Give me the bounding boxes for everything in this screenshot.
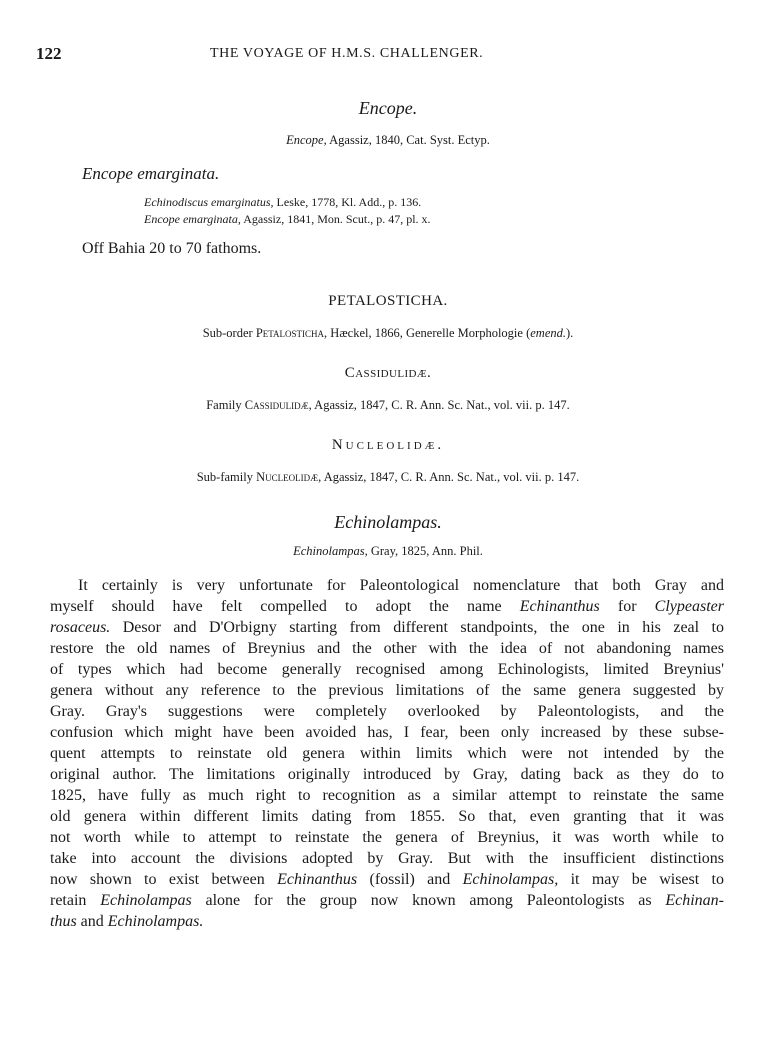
synonym-name: Encope emarginata, bbox=[144, 212, 241, 226]
cite-emend: emend. bbox=[530, 326, 566, 340]
citation-rest: Agassiz, 1840, Cat. Syst. Ectyp. bbox=[326, 133, 490, 147]
text-run: alone for the group now known among Paleontologists as bbox=[191, 892, 666, 909]
text-run: it may be wisest to bbox=[558, 871, 725, 888]
family-citation bbox=[0, 398, 776, 413]
paragraph-line: 1825, have fully as much right to recognition as a similar attempt to reinstate the same bbox=[50, 787, 724, 804]
paragraph-line: genera without any reference to the previous limitations of the same genera suggested by bbox=[50, 682, 724, 699]
cite-end: ). bbox=[566, 326, 574, 340]
paragraph-line: quent attempts to reinstate old genera within limits which were not intended by the bbox=[50, 745, 724, 762]
text-run: (fossil) and bbox=[357, 871, 463, 888]
text-run-italic: rosaceus. bbox=[50, 619, 111, 636]
genus-title-echinolampas: Echinolampas. bbox=[334, 512, 442, 532]
text-run: retain bbox=[50, 892, 101, 909]
text-run-italic: Clypeaster bbox=[654, 598, 724, 615]
cite-name: Petalosticha, bbox=[255, 326, 328, 340]
paragraph-line: of types which had become generally recognised among Echinologists, limited Breynius' bbox=[50, 661, 724, 678]
text-run-italic: Echinolampas bbox=[100, 892, 192, 909]
citation-name: Encope, bbox=[286, 133, 327, 147]
paragraph-line: not worth while to attempt to reinstate the genera of Breynius, it was worth while to bbox=[50, 829, 724, 846]
text-run-italic: Echinanthus bbox=[277, 871, 358, 888]
genus-title-encope: Encope. bbox=[358, 98, 418, 118]
text-run: for bbox=[599, 598, 655, 615]
synonym-name: Echinodiscus emarginatus, bbox=[144, 195, 274, 209]
page-number: 122 bbox=[36, 44, 62, 63]
paragraph-line bbox=[50, 870, 724, 890]
cite-prefix: Family bbox=[206, 398, 245, 412]
genus-citation-echinolampas bbox=[0, 544, 776, 559]
citation-name: Echinolampas, bbox=[293, 544, 368, 558]
paragraph-line: old genera within different limits dating from 1855. So that, even granting that it was bbox=[50, 808, 724, 825]
text-run: and bbox=[76, 913, 108, 930]
cite-prefix: Sub-family bbox=[196, 470, 257, 484]
text-run: myself should have felt compelled to adopt the name bbox=[50, 598, 520, 615]
subfamily-title: Nucleolidæ. bbox=[331, 437, 445, 453]
cite-prefix: Sub-order bbox=[202, 326, 256, 340]
family-title: Cassidulidæ. bbox=[344, 365, 432, 381]
text-run-italic: Echinanthus bbox=[519, 598, 600, 615]
cite-mid: Hæckel, 1866, Generelle Morphologie ( bbox=[327, 326, 531, 340]
paragraph-line bbox=[50, 597, 724, 617]
subfamily-citation bbox=[0, 470, 776, 485]
cite-rest: Agassiz, 1847, C. R. Ann. Sc. Nat., vol. vii. p. 147. bbox=[321, 470, 580, 484]
paragraph-line bbox=[50, 912, 724, 932]
cite-name: Nucleolidæ, bbox=[256, 470, 322, 484]
synonym-line bbox=[144, 195, 421, 210]
genus-citation-encope bbox=[0, 133, 776, 148]
paragraph-line: restore the old names of Breynius and the other with the idea of not abandoning names bbox=[50, 640, 724, 657]
text-run-italic: Echinan- bbox=[665, 892, 724, 909]
species-title: Encope emarginata. bbox=[82, 164, 220, 183]
synonym-rest: Leske, 1778, Kl. Add., p. 136. bbox=[273, 195, 422, 209]
paragraph-line: confusion which might have been avoided has, I fear, been only increased by these subse- bbox=[50, 724, 724, 741]
text-run: now shown to exist between bbox=[50, 871, 278, 888]
locality: Off Bahia 20 to 70 fathoms. bbox=[82, 240, 262, 257]
paragraph-line bbox=[50, 891, 724, 911]
cite-rest: Agassiz, 1847, C. R. Ann. Sc. Nat., vol. vii. p. 147. bbox=[311, 398, 570, 412]
running-head: THE VOYAGE OF H.M.S. CHALLENGER. bbox=[210, 46, 484, 61]
cite-name: Cassidulidæ, bbox=[244, 398, 312, 412]
citation-rest: Gray, 1825, Ann. Phil. bbox=[367, 544, 483, 558]
synonym-line bbox=[144, 212, 431, 227]
paragraph-line: It certainly is very unfortunate for Paleontological nomenclature that both Gray and bbox=[78, 577, 724, 594]
suborder-citation bbox=[0, 326, 776, 341]
paragraph-line: take into account the divisions adopted by Gray. But with the insufficient distinctions bbox=[50, 850, 724, 867]
text-run-italic: thus bbox=[50, 913, 77, 930]
suborder-title: PETALOSTICHA. bbox=[328, 293, 448, 309]
paragraph-line: Gray. Gray's suggestions were completely overlooked by Paleontologists, and the bbox=[50, 703, 724, 720]
synonym-rest: Agassiz, 1841, Mon. Scut., p. 47, pl. x. bbox=[240, 212, 431, 226]
text-run-italic: Echinolampas, bbox=[462, 871, 559, 888]
paragraph-line: original author. The limitations originally introduced by Gray, dating back as they do to bbox=[50, 766, 724, 783]
text-run-italic: Echinolampas. bbox=[107, 913, 204, 930]
text-run: Desor and D'Orbigny starting from different standpoints, the one in his zeal to bbox=[110, 619, 724, 636]
paragraph-line bbox=[50, 618, 724, 638]
